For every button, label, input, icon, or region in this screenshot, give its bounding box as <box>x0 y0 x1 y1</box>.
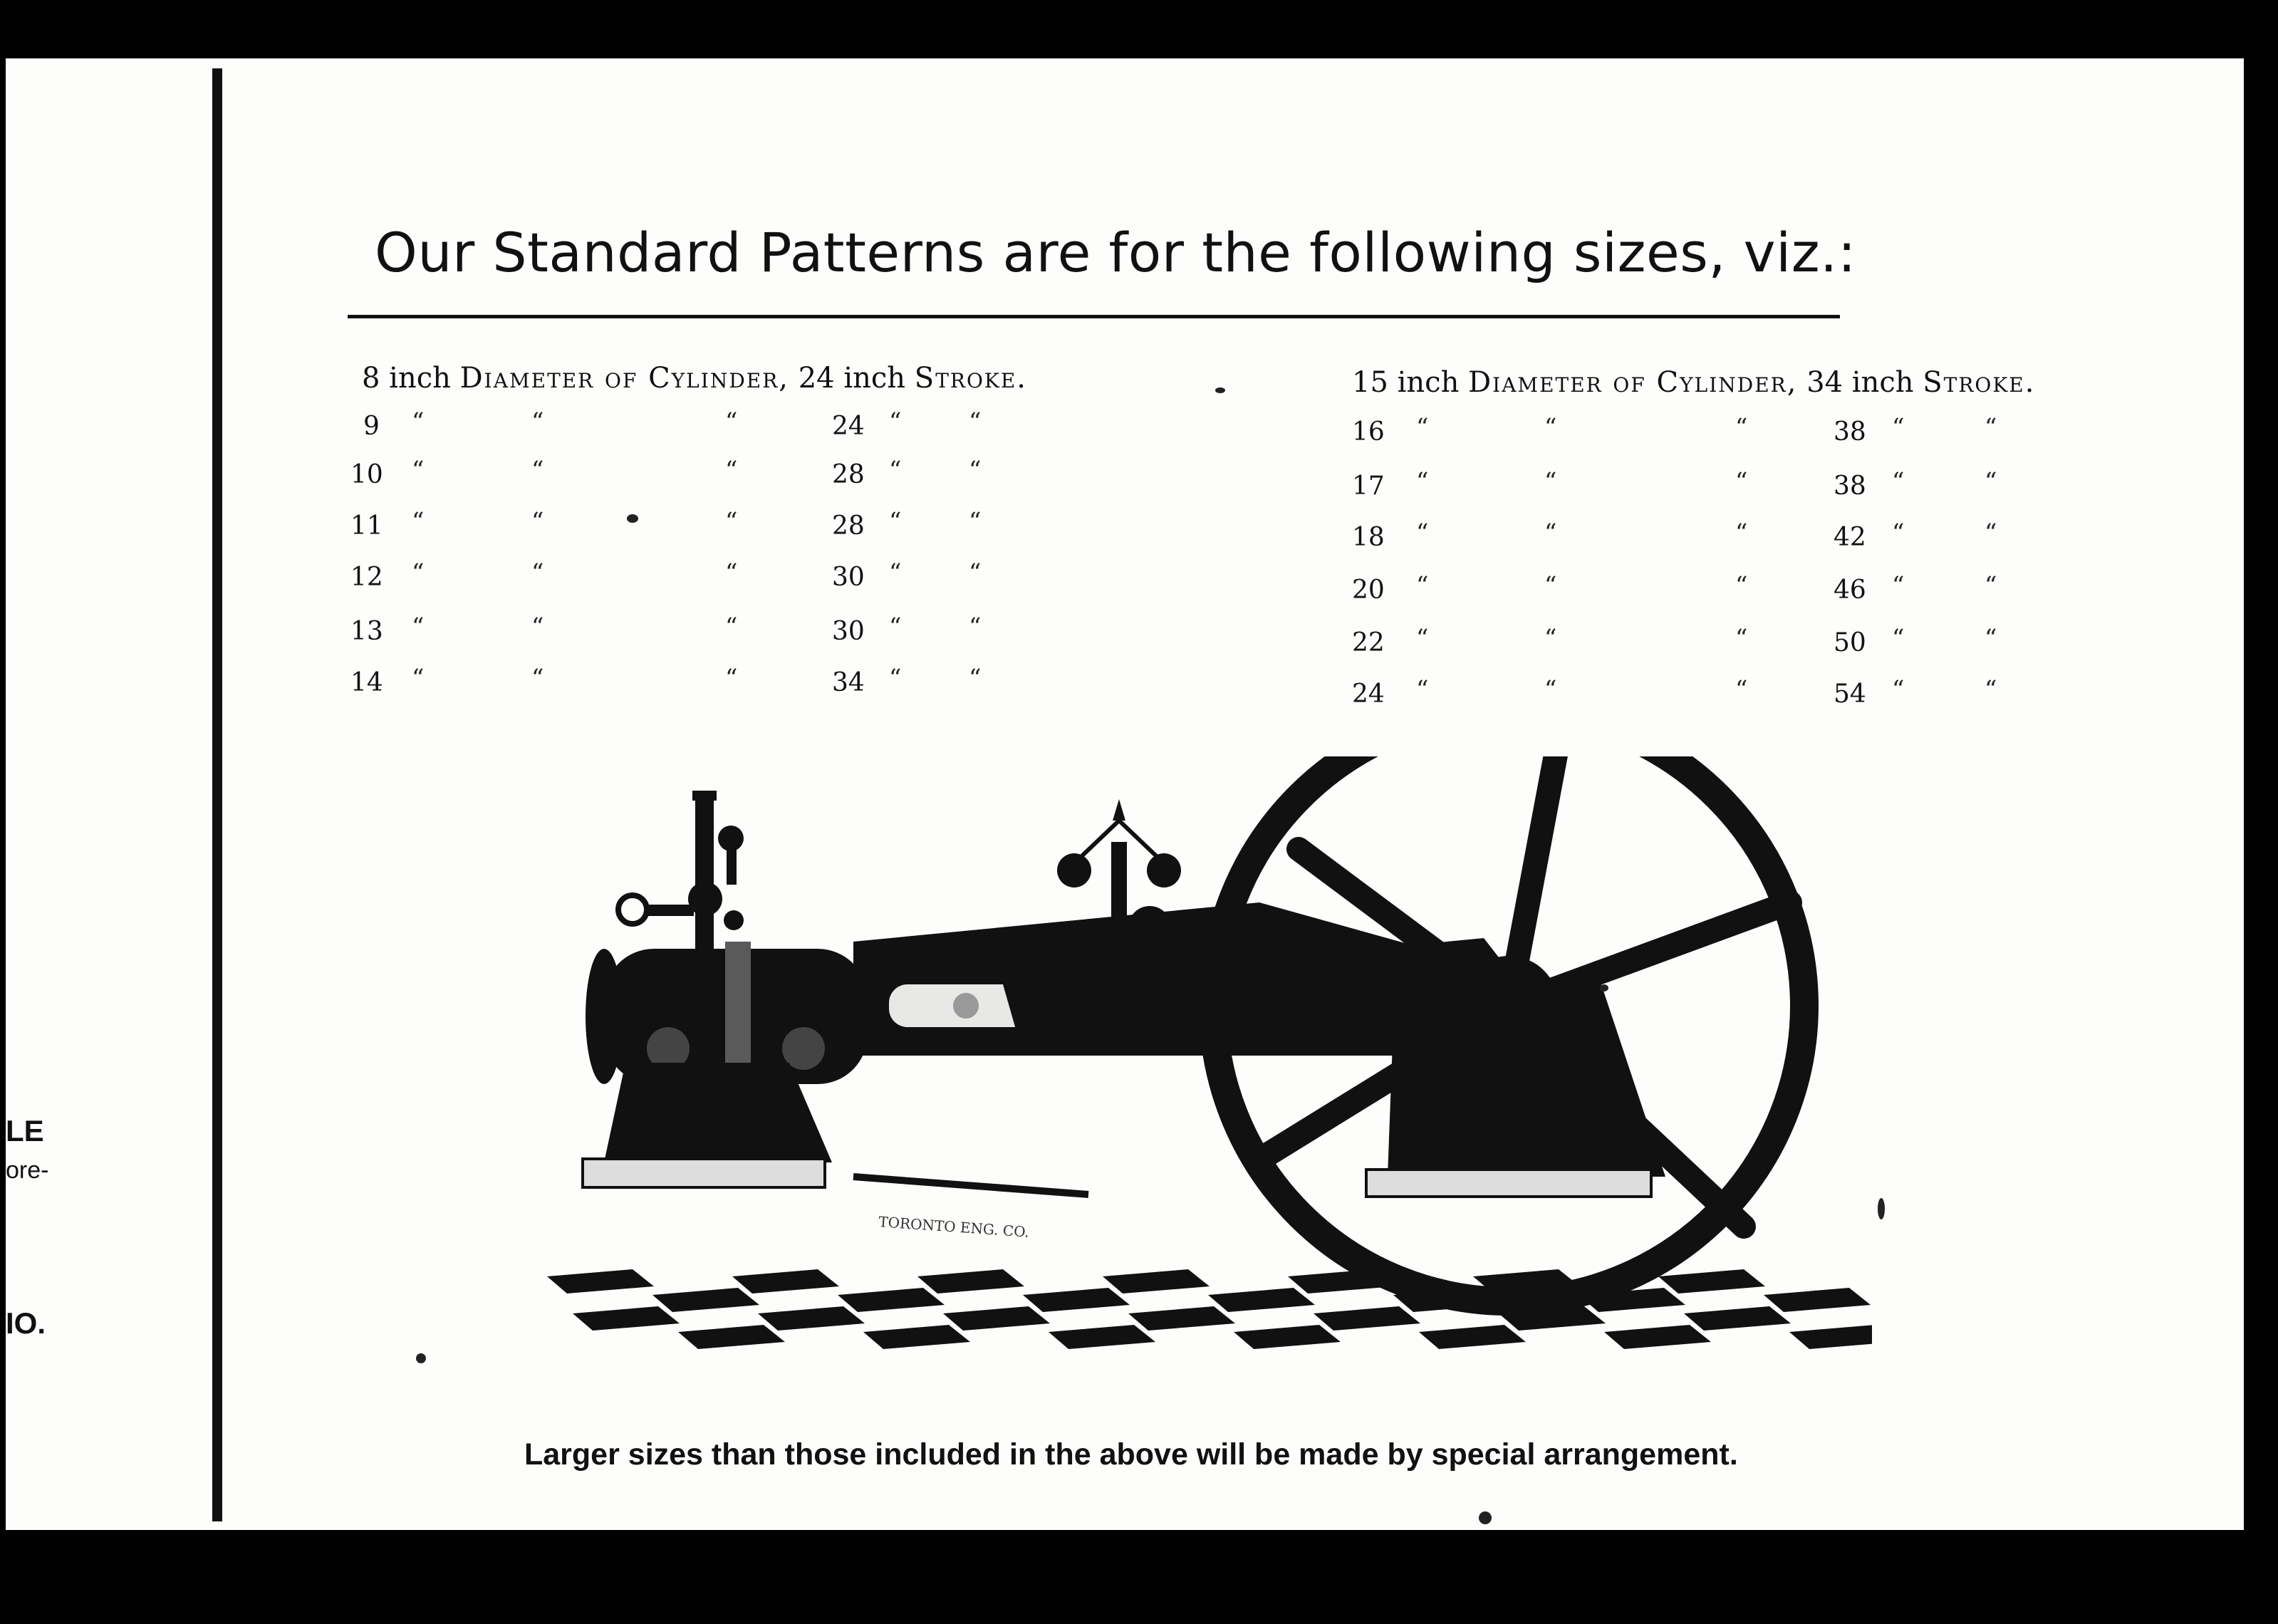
stroke-cell: 42 <box>1834 523 1866 552</box>
ditto-mark: “ <box>412 558 425 587</box>
ditto-mark: “ <box>1985 467 1997 496</box>
stroke-cell: 28 <box>832 511 865 541</box>
ditto-mark: “ <box>969 558 982 587</box>
floor-tile <box>1789 1325 1872 1349</box>
stroke-cell: 28 <box>832 460 865 489</box>
margin-fragment: IO. <box>6 1306 46 1340</box>
ink-speck <box>416 1353 426 1363</box>
ditto-mark: “ <box>1892 624 1905 652</box>
header-stroke-label: Stroke. <box>914 362 1027 395</box>
ditto-mark: “ <box>412 456 425 484</box>
ditto-mark: “ <box>531 558 544 587</box>
ditto-mark: “ <box>1544 467 1557 496</box>
ditto-mark: “ <box>1416 519 1429 547</box>
right-column-header <box>1352 366 2035 399</box>
diameter-cell: 14 <box>350 668 383 697</box>
stroke-cell: 24 <box>832 412 865 441</box>
diameter-cell: 22 <box>1352 628 1385 657</box>
ink-speck <box>627 514 638 523</box>
ditto-mark: “ <box>1892 519 1905 547</box>
margin-fragment: ore- <box>6 1157 49 1184</box>
ditto-mark: “ <box>1735 467 1748 496</box>
engraver-credit: TORONTO ENG. CO. <box>878 1213 1030 1241</box>
ditto-mark: “ <box>889 456 902 484</box>
ditto-mark: “ <box>531 507 544 536</box>
header-stroke-label: Stroke. <box>1923 366 2036 399</box>
ditto-mark: “ <box>1416 571 1429 600</box>
ditto-mark: “ <box>969 664 982 692</box>
diameter-cell: 20 <box>1352 576 1385 605</box>
left-column-header <box>362 362 1027 395</box>
header-label: Diameter of Cylinder, <box>1468 366 1798 399</box>
ditto-mark: “ <box>531 456 544 484</box>
ditto-mark: “ <box>725 507 738 536</box>
ditto-mark: “ <box>1892 413 1905 442</box>
ditto-mark: “ <box>1735 624 1748 652</box>
footer-note: Larger sizes than those included in the above will be made by special arrangement. <box>524 1437 1738 1472</box>
ditto-mark: “ <box>1735 413 1748 442</box>
stroke-cell: 30 <box>832 617 865 646</box>
ditto-mark: “ <box>1544 519 1557 547</box>
stroke-cell: 34 <box>832 668 865 697</box>
steam-engine-illustration <box>519 756 1872 1397</box>
ditto-mark: “ <box>725 558 738 587</box>
ditto-mark: “ <box>969 507 982 536</box>
page-gutter <box>212 68 222 1521</box>
ditto-mark: “ <box>1416 413 1429 442</box>
ditto-mark: “ <box>531 407 544 436</box>
header-stroke-size: 34 inch <box>1806 366 1914 399</box>
ditto-mark: “ <box>969 456 982 484</box>
ink-speck <box>1215 387 1225 393</box>
stroke-cell: 54 <box>1834 680 1866 709</box>
ditto-mark: “ <box>889 664 902 692</box>
ditto-mark: “ <box>1416 467 1429 496</box>
header-size: 15 inch <box>1352 366 1460 399</box>
ditto-mark: “ <box>889 507 902 536</box>
ditto-mark: “ <box>969 613 982 641</box>
ditto-mark: “ <box>412 613 425 641</box>
adjacent-page-margin <box>6 58 212 1530</box>
cylinder-base <box>583 1063 832 1187</box>
ditto-mark: “ <box>725 664 738 692</box>
ditto-mark: “ <box>1544 675 1557 704</box>
diameter-cell: 10 <box>350 460 383 489</box>
ditto-mark: “ <box>531 613 544 641</box>
ditto-mark: “ <box>1544 413 1557 442</box>
diameter-cell: 24 <box>1352 680 1385 709</box>
page-title: Our Standard Patterns are for the following sizes, viz.: <box>375 221 1856 284</box>
ditto-mark: “ <box>412 407 425 436</box>
ditto-mark: “ <box>1544 624 1557 652</box>
ditto-mark: “ <box>725 613 738 641</box>
ditto-mark: “ <box>1892 571 1905 600</box>
stroke-cell: 38 <box>1834 417 1866 447</box>
ditto-mark: “ <box>1985 624 1997 652</box>
header-size: 8 inch <box>362 362 451 395</box>
engine-engraving <box>519 756 1872 1397</box>
ditto-mark: “ <box>1985 571 1997 600</box>
margin-fragment: LE <box>6 1114 44 1147</box>
ditto-mark: “ <box>725 407 738 436</box>
ink-speck <box>1479 1511 1492 1524</box>
diameter-cell: 16 <box>1352 417 1385 447</box>
ditto-mark: “ <box>412 507 425 536</box>
ditto-mark: “ <box>725 456 738 484</box>
ditto-mark: “ <box>889 407 902 436</box>
stroke-cell: 46 <box>1834 576 1866 605</box>
title-underline <box>348 315 1840 318</box>
ditto-mark: “ <box>412 664 425 692</box>
diameter-cell: 12 <box>350 563 383 592</box>
diameter-cell: 18 <box>1352 523 1385 552</box>
header-stroke-size: 24 inch <box>798 362 906 395</box>
ditto-mark: “ <box>889 613 902 641</box>
main-bearing <box>1366 984 1665 1197</box>
stroke-cell: 30 <box>832 563 865 592</box>
stroke-cell: 38 <box>1834 472 1866 501</box>
ditto-mark: “ <box>1735 519 1748 547</box>
ditto-mark: “ <box>1985 675 1997 704</box>
header-label: Diameter of Cylinder, <box>459 362 790 395</box>
ditto-mark: “ <box>531 664 544 692</box>
ditto-mark: “ <box>1892 467 1905 496</box>
ditto-mark: “ <box>1416 675 1429 704</box>
diameter-cell: 11 <box>350 511 383 541</box>
eccentric-rod <box>853 1177 1088 1194</box>
ink-speck <box>1600 984 1608 991</box>
floor-pattern <box>533 1269 1872 1349</box>
ink-speck <box>1878 1198 1885 1219</box>
ditto-mark: “ <box>889 558 902 587</box>
ditto-mark: “ <box>1735 571 1748 600</box>
ditto-mark: “ <box>1985 413 1997 442</box>
ditto-mark: “ <box>1892 675 1905 704</box>
diameter-cell: 13 <box>350 617 383 646</box>
diameter-cell: 17 <box>1352 472 1385 501</box>
diameter-cell: 9 <box>363 412 380 441</box>
ditto-mark: “ <box>1985 519 1997 547</box>
ditto-mark: “ <box>969 407 982 436</box>
ditto-mark: “ <box>1544 571 1557 600</box>
catalog-page <box>6 58 2244 1530</box>
ditto-mark: “ <box>1735 675 1748 704</box>
ditto-mark: “ <box>1416 624 1429 652</box>
stroke-cell: 50 <box>1834 628 1866 657</box>
